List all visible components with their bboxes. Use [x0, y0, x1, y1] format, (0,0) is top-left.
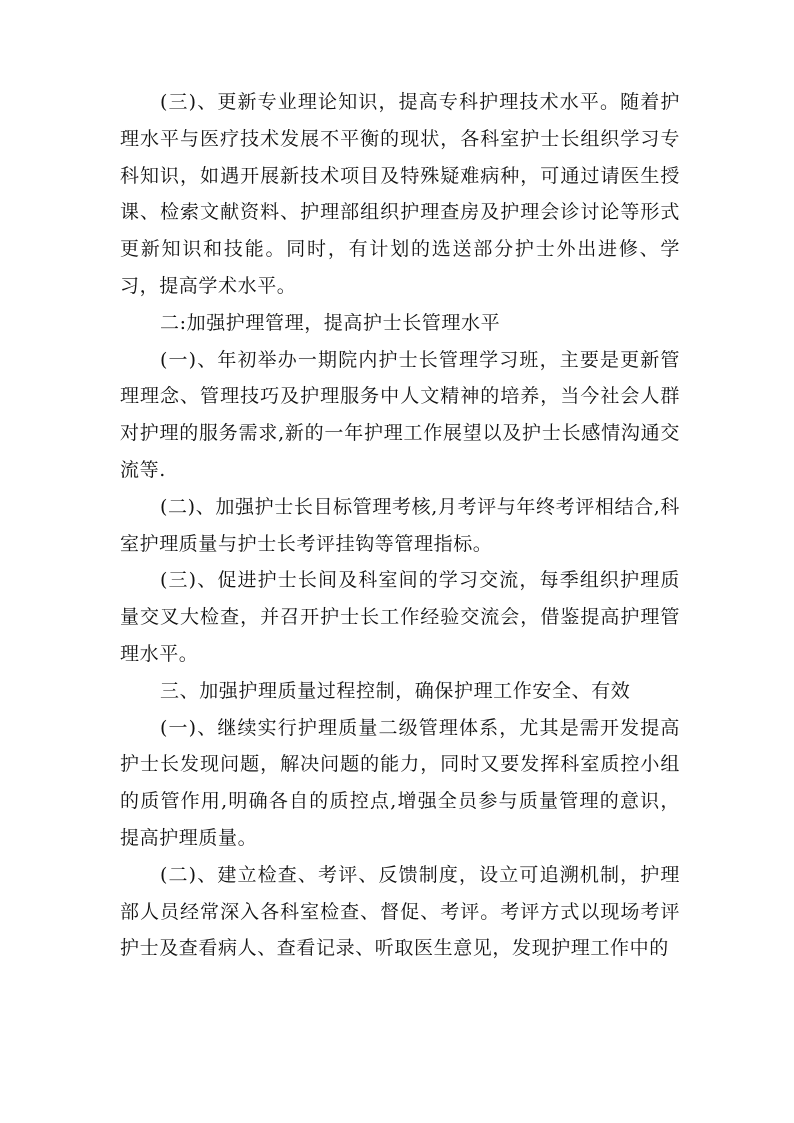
paragraph-training-class: (一)、年初举办一期院内护士长管理学习班，主要是更新管理理念、管理技巧及护理服务中人文精神的培养，当今社会人群对护理的服务需求,新的一年护理工作展望以及护士长感情沟通交流等. [120, 348, 680, 481]
heading-quality-control: 三、加强护理质量过程控制，确保护理工作安全、有效 [160, 679, 631, 702]
paragraph-target-assessment: (二)、加强护士长目标管理考核,月考评与年终考评相结合,科室护理质量与护士长考评挂钩等管理指标。 [120, 495, 680, 555]
paragraph-exchange-learning: (三)、促进护士长间及科室间的学习交流，每季组织护理质量交叉大检查，并召开护士长工作经验交流会，借鉴提高护理管理水平。 [120, 569, 680, 665]
document-body [120, 84, 680, 967]
paragraph-inspection-feedback: (二)、建立检查、考评、反馈制度，设立可追溯机制，护理部人员经常深入各科室检查、督促、考评。考评方式以现场考评护士及查看病人、查看记录、听取医生意见，发现护理工作中的 [120, 863, 680, 960]
heading-strengthen-management: 二:加强护理管理，提高护士长管理水平 [160, 311, 501, 334]
paragraph-update-knowledge: (三)、更新专业理论知识，提高专科护理技术水平。随着护理水平与医疗技术发展不平衡的现状，各科室护士长组织学习专科知识，如遇开展新技术项目及特殊疑难病种，可通过请医生授课、检索文献资料、护理部组织护理查房及护理会诊讨论等形式更新知识和技能。同时，有计划的选送部分护士外出进修、学习，提高学术水平。 [120, 91, 680, 297]
paragraph-two-level-system: (一)、继续实行护理质量二级管理体系，尤其是需开发提高护士长发现问题，解决问题的能力，同时又要发挥科室质控小组的质管作用,明确各自的质控点,增强全员参与质量管理的意识，提高护理质量。 [120, 716, 680, 849]
